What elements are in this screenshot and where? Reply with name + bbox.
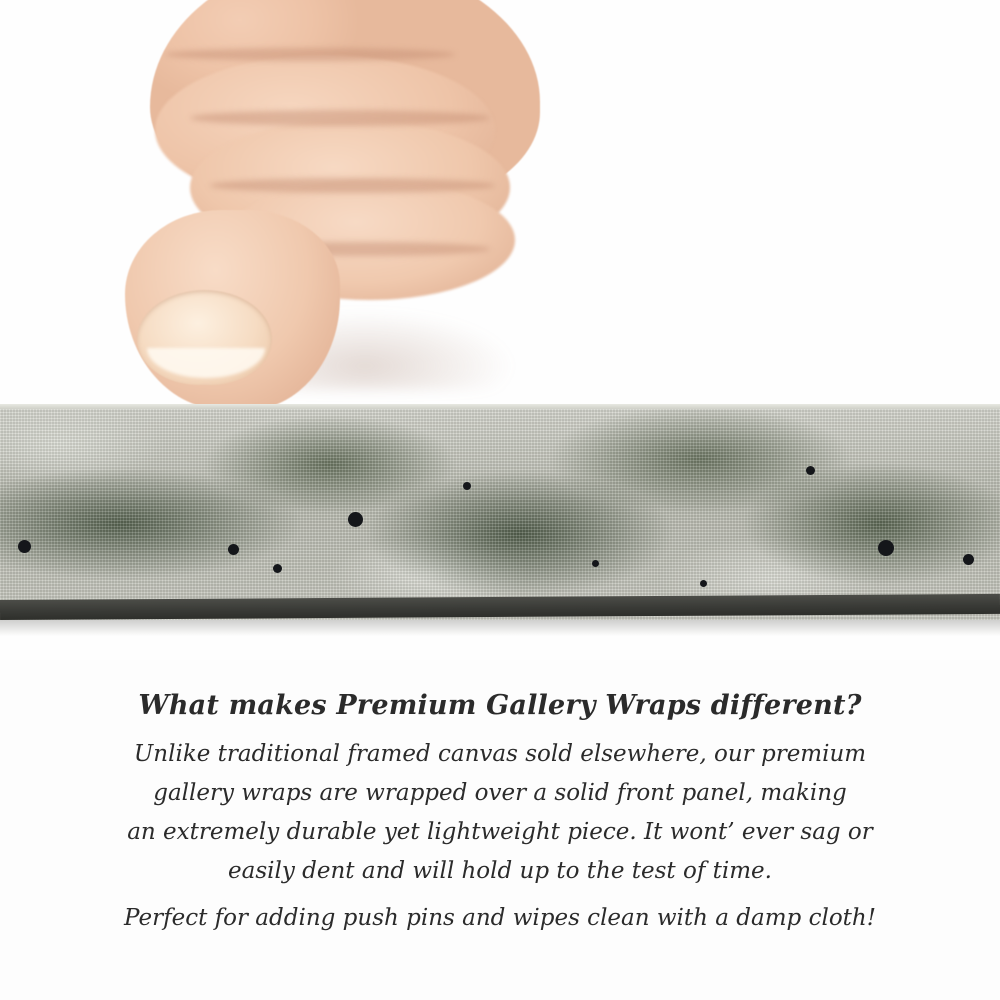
caption-line: Unlike traditional framed canvas sold elsewhere, our premium <box>133 741 867 767</box>
canvas-speck <box>18 540 31 553</box>
canvas-speck <box>963 554 974 565</box>
finger-crease-1 <box>190 110 490 126</box>
canvas-speck <box>463 482 471 490</box>
caption-headline: What makes Premium Gallery Wraps different? <box>138 690 862 721</box>
canvas-speck <box>348 512 363 527</box>
caption-closing: Perfect for adding push pins and wipes clean with a damp cloth! <box>124 905 876 931</box>
canvas-weave-pattern <box>0 404 1000 620</box>
caption-line: easily dent and will hold up to the test of time. <box>228 858 772 884</box>
finger-crease-2 <box>210 178 495 193</box>
canvas-speck <box>273 564 282 573</box>
caption-block <box>0 690 1000 938</box>
canvas-drop-shadow <box>0 620 1000 636</box>
hand-fist-icon <box>95 0 565 430</box>
canvas-edge-strip <box>0 404 1000 620</box>
canvas-speck <box>806 466 815 475</box>
canvas-speck <box>228 544 239 555</box>
canvas-speck <box>878 540 894 556</box>
caption-line: an extremely durable yet lightweight piece. It wont’ ever sag or <box>127 819 873 845</box>
caption-line: gallery wraps are wrapped over a solid front panel, making <box>153 780 847 806</box>
canvas-speck <box>592 560 599 567</box>
canvas-top-edge <box>0 404 1000 409</box>
knuckle-crease <box>165 48 455 61</box>
canvas-speck <box>700 580 707 587</box>
